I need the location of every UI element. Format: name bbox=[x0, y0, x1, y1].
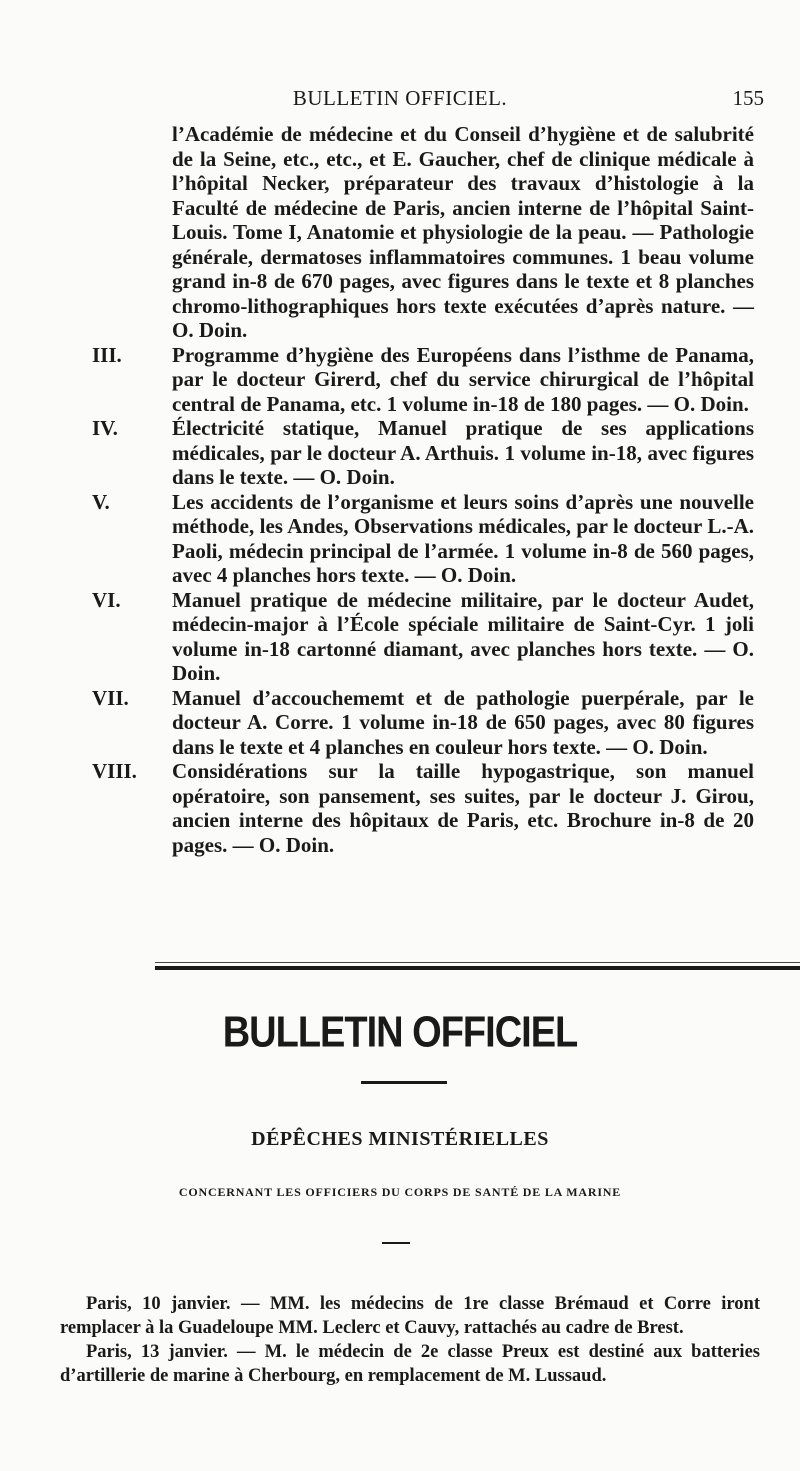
entry-text: Manuel pratique de médecine militaire, par le docteur Audet, médecin-major à l’École spéciale militaire de Saint-Cyr. 1 joli volume in-18 cartonné diamant, avec planches hors texte. — O. Doin. bbox=[172, 587, 754, 685]
page-number: 155 bbox=[732, 86, 764, 110]
subtitle-rule bbox=[382, 1242, 410, 1244]
entry-text: Considérations sur la taille hypogastrique, son manuel opératoire, son pansement, ses suites, par le docteur J. Girou, ancien interne des hôpitaux de Paris, etc. Brochure in-8 de 20 pages. — O. Doin. bbox=[172, 759, 754, 857]
bibliography-list bbox=[0, 122, 800, 857]
dispatch-list bbox=[60, 1292, 760, 1388]
entry-numeral: V. bbox=[92, 489, 110, 514]
entry-text: Les accidents de l’organisme et leurs soins d’après une nouvelle méthode, les Andes, Observations médicales, par le docteur L.-A. Paoli, médecin principal de l’armée. 1 volume in-8 de 560 pages, avec 4 planches hors texte. — O. Doin. bbox=[172, 489, 754, 587]
entry-text: Programme d’hygiène des Européens dans l’isthme de Panama, par le docteur Girerd, chef du service chirurgical de l’hôpital central de Panama, etc. 1 volume in-18 de 180 pages. — O. Doin. bbox=[172, 342, 754, 416]
list-item bbox=[0, 122, 800, 343]
entry-numeral: III. bbox=[92, 342, 122, 367]
entry-numeral: VI. bbox=[92, 587, 121, 612]
list-item bbox=[0, 588, 800, 686]
dispatch-paragraph: Paris, 13 janvier. — M. le médecin de 2e classe Preux est destiné aux batteries d’artillerie de marine à Cherbourg, en remplacement de M. Lussaud. bbox=[60, 1342, 760, 1386]
section-divider-thin bbox=[155, 962, 800, 963]
list-item bbox=[0, 686, 800, 760]
list-item bbox=[0, 416, 800, 490]
section-title: BULLETIN OFFICIEL bbox=[222, 1008, 578, 1058]
section-subsubtitle: CONCERNANT LES OFFICIERS DU CORPS DE SANTÉ DE LA MARINE bbox=[178, 1185, 622, 1199]
section-divider-thick bbox=[155, 966, 800, 970]
section-subtitle: DÉPÊCHES MINISTÉRIELLES bbox=[251, 1128, 549, 1150]
running-head bbox=[0, 86, 800, 116]
entry-text: l’Académie de médecine et du Conseil d’hygiène et de salubrité de la Seine, etc., etc., et E. Gaucher, chef de clinique médicale à l’hôpital Necker, préparateur des travaux d’histologie à la Faculté de médecine de Paris, ancien interne de l’hôpital Saint-Louis. Tome I, Anatomie et physiologie de la peau. — Pathologie générale, dermatoses inflammatoires communes. 1 beau volume grand in-8 de 670 pages, avec figures dans le texte et 8 planches chromo-lithographiques hors texte exécutées d’après nature. — O. Doin. bbox=[172, 122, 754, 342]
title-rule bbox=[361, 1081, 447, 1084]
entry-numeral: VII. bbox=[92, 685, 129, 710]
entry-numeral: VIII. bbox=[92, 759, 137, 783]
dispatch-paragraph: Paris, 10 janvier. — MM. les médecins de 1re classe Brémaud et Corre iront remplacer à la Guadeloupe MM. Leclerc et Cauvy, rattachés au cadre de Brest. bbox=[60, 1294, 760, 1338]
entry-text: Manuel d’accouchememt et de pathologie puerpérale, par le docteur A. Corre. 1 volume in-18 de 650 pages, avec 80 figures dans le texte et 4 planches en couleur hors texte. — O. Doin. bbox=[172, 685, 754, 759]
running-title: BULLETIN OFFICIEL. bbox=[292, 86, 508, 110]
list-item bbox=[0, 759, 800, 857]
entry-text: Électricité statique, Manuel pratique de ses applications médicales, par le docteur A. Arthuis. 1 volume in-18, avec figures dans le texte. — O. Doin. bbox=[172, 416, 754, 489]
entry-numeral: IV. bbox=[92, 416, 118, 440]
list-item bbox=[0, 343, 800, 417]
list-item bbox=[0, 490, 800, 588]
